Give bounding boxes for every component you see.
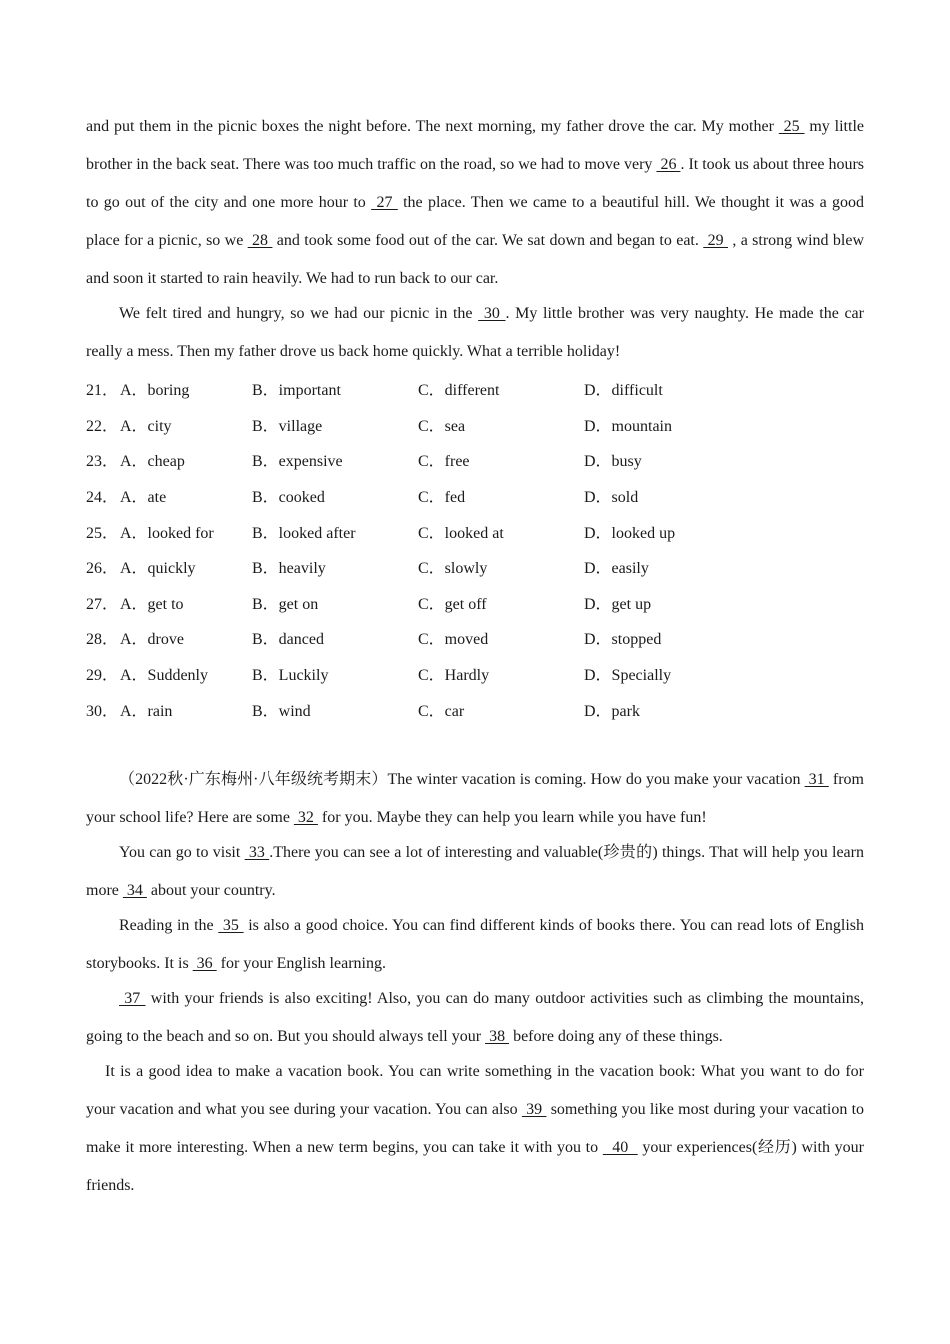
option-a: A．city (120, 417, 172, 435)
option-d: D．Specially (584, 667, 672, 685)
text-segment: with your friends is also exciting! Also, you can do many outdoor activities such as climbing the mountains, going to the beach and so on. But you should always tell your (86, 989, 865, 1045)
option-a: A．drove (120, 631, 184, 649)
text-segment: your experiences(经历) with your friends. (86, 1138, 864, 1194)
option-c: C．slowly (418, 560, 488, 578)
question-number: 21． (86, 382, 119, 400)
question-number: 27． (86, 595, 119, 613)
blank-33: 33 (244, 843, 270, 861)
text-segment: You can go to visit (119, 843, 245, 861)
option-d: D．park (584, 702, 640, 720)
option-row (86, 549, 864, 585)
question-number: 30． (86, 702, 119, 720)
blank-32: 32 (293, 808, 318, 826)
option-b: B．expensive (252, 453, 343, 471)
option-row (86, 656, 864, 692)
option-a: A．ate (120, 489, 167, 507)
option-row (86, 620, 864, 656)
blank-37: 37 (119, 989, 146, 1007)
source-label: （2022秋·广东梅州·八年级统考期末） (119, 770, 388, 788)
blank-25: 25 (778, 118, 805, 135)
passage2-paragraph5 (86, 1053, 864, 1205)
option-a: A．get to (120, 595, 184, 613)
option-d: D．stopped (584, 631, 662, 649)
option-a: A．quickly (120, 560, 196, 578)
option-a: A．boring (120, 382, 190, 400)
question-number: 22． (86, 417, 119, 435)
blank-26: 26 (656, 156, 681, 173)
text-segment: about your country. (146, 881, 276, 899)
question-number: 24． (86, 489, 119, 507)
option-b: B．village (252, 417, 323, 435)
option-b: B．danced (252, 631, 324, 649)
option-d: D．difficult (584, 382, 663, 400)
option-a: A．cheap (120, 453, 185, 471)
blank-40: 40 (602, 1138, 638, 1156)
option-c: C．get off (418, 595, 487, 613)
blank-34: 34 (122, 881, 147, 899)
option-d: D．easily (584, 560, 649, 578)
text-segment: .There you can see a lot of interesting and valuable(珍贵的) things. That will help you learn more (86, 843, 864, 899)
option-b: B．Luckily (252, 667, 329, 685)
passage2-paragraph2 (86, 834, 864, 910)
blank-28: 28 (247, 232, 273, 249)
option-c: C．looked at (418, 524, 504, 542)
passage1-paragraph2 (86, 295, 864, 371)
blank-30: 30 (478, 305, 506, 322)
blank-29: 29 (703, 232, 728, 249)
text-segment: We felt tired and hungry, so we had our picnic in the (119, 305, 479, 322)
option-a: A．Suddenly (120, 667, 209, 685)
blank-38: 38 (485, 1027, 510, 1045)
text-segment: The winter vacation is coming. How do you make your vacation (387, 770, 805, 788)
blank-35: 35 (218, 916, 244, 934)
question-number: 26． (86, 560, 119, 578)
option-row (86, 442, 864, 478)
option-row (86, 691, 864, 727)
question-number: 25． (86, 524, 119, 542)
question-number: 23． (86, 453, 119, 471)
option-c: C．fed (418, 489, 466, 507)
text-segment: from your school life? Here are some (86, 770, 864, 826)
option-c: C．free (418, 453, 470, 471)
text-segment: the place. Then we came to a beautiful hill. We thought it was a good place for a picnic, so we (86, 194, 865, 249)
option-d: D．busy (584, 453, 642, 471)
text-segment: , a strong wind blew and soon it started to rain heavily. We had to run back to our car. (86, 232, 865, 287)
question-number: 29． (86, 667, 119, 685)
option-b: B．looked after (252, 524, 356, 542)
passage2 (86, 761, 864, 1205)
text-segment: . My little brother was very naughty. He made the car really a mess. Then my father drove us back home quickly. What a terrible holiday! (86, 305, 864, 360)
text-segment: . It took us about three hours to go out of the city and one more hour to (86, 156, 865, 211)
blank-39: 39 (521, 1100, 547, 1118)
option-row (86, 513, 864, 549)
text-segment: before doing any of these things. (509, 1027, 723, 1045)
text-segment: something you like most during your vacation to make it more interesting. When a new term begins, you can take it with you to (86, 1100, 865, 1156)
option-d: D．mountain (584, 417, 672, 435)
option-b: B．heavily (252, 560, 326, 578)
answer-options (86, 371, 864, 727)
option-b: B．wind (252, 702, 311, 720)
option-c: C．sea (418, 417, 466, 435)
option-b: B．important (252, 382, 341, 400)
text-segment: for your English learning. (216, 954, 386, 972)
option-a: A．looked for (120, 524, 214, 542)
blank-36: 36 (192, 954, 217, 972)
option-c: C．car (418, 702, 465, 720)
passage2-paragraph4 (86, 980, 864, 1056)
document-page (86, 108, 864, 1205)
option-c: C．moved (418, 631, 489, 649)
text-segment: and took some food out of the car. We sat down and began to eat. (272, 232, 704, 249)
text-segment: my little brother in the back seat. There was too much traffic on the road, so we had to move very (86, 118, 864, 173)
option-d: D．get up (584, 595, 652, 613)
option-c: C．Hardly (418, 667, 490, 685)
option-d: D．looked up (584, 524, 676, 542)
question-number: 28． (86, 631, 119, 649)
option-row (86, 478, 864, 514)
passage2-paragraph3 (86, 907, 864, 983)
option-d: D．sold (584, 489, 639, 507)
option-row (86, 371, 864, 407)
text-segment: is also a good choice. You can find different kinds of books there. You can read lots of English storybooks. It is (86, 916, 865, 972)
text-segment: Reading in the (119, 916, 219, 934)
text-segment: and put them in the picnic boxes the night before. The next morning, my father drove the car. My mother (86, 118, 779, 135)
text-segment: for you. Maybe they can help you learn while you have fun! (317, 808, 707, 826)
option-row (86, 407, 864, 443)
option-row (86, 585, 864, 621)
blank-27: 27 (371, 194, 398, 211)
text-segment: It is a good idea to make a vacation book. You can write something in the vacation book: What you want to do for your vacation and what you see during your vacation. You can also (86, 1062, 864, 1118)
option-a: A．rain (120, 702, 173, 720)
option-c: C．different (418, 382, 500, 400)
option-b: B．get on (252, 595, 319, 613)
passage2-paragraph1 (86, 761, 864, 837)
option-b: B．cooked (252, 489, 325, 507)
passage1-paragraph1 (86, 108, 864, 298)
blank-31: 31 (804, 770, 829, 788)
